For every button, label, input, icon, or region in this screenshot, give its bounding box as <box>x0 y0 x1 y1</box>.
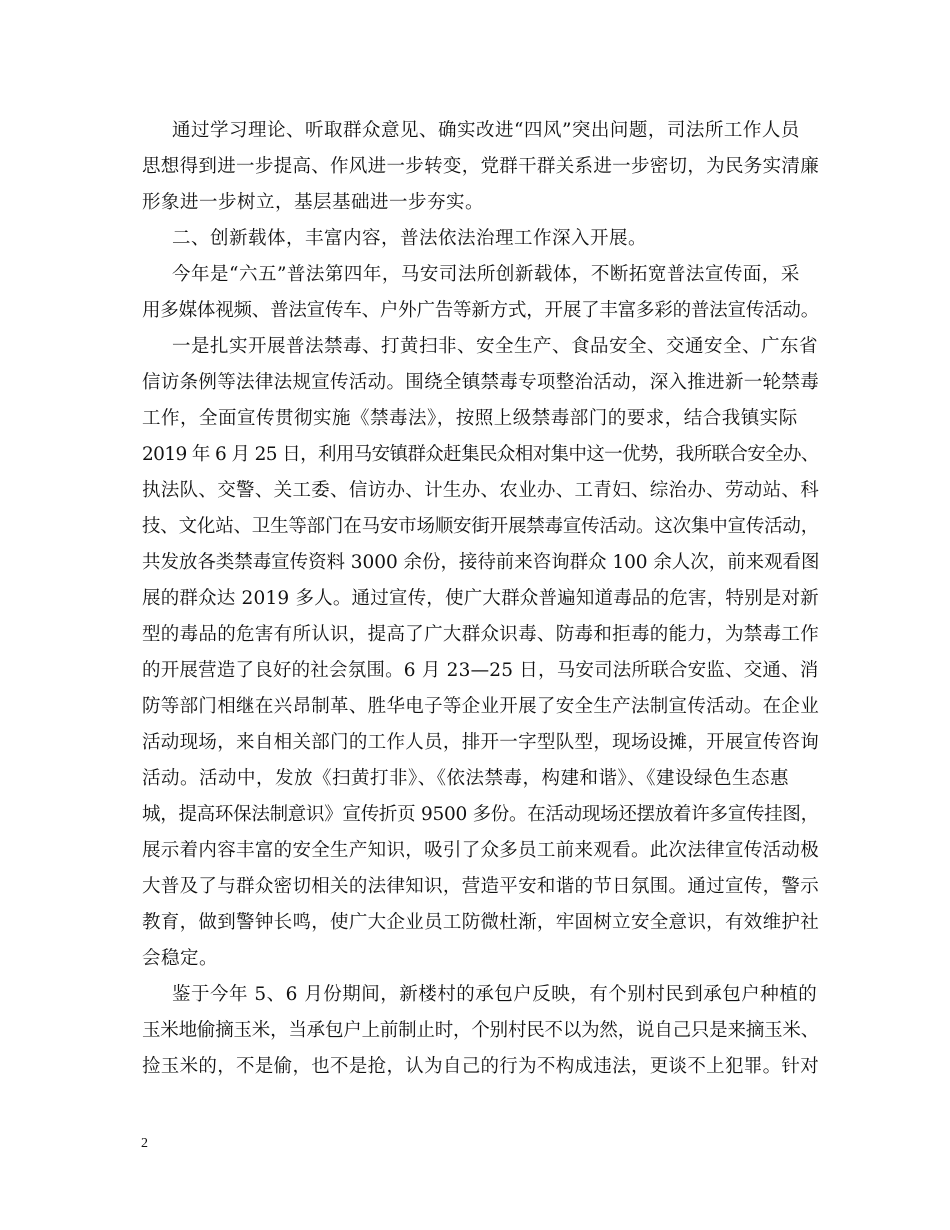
text-line: 信访条例等法律法规宣传活动。围绕全镇禁毒专项整治活动，深入推进新一轮禁毒 <box>142 372 820 393</box>
text-line: 技、文化站、卫生等部门在马安市场顺安街开展禁毒宣传活动。这次集中宣传活动， <box>142 516 820 537</box>
text-line: 城，提高环保法制意识》宣传折页 9500 多份。在活动现场还摆放着许多宣传挂图， <box>142 804 819 825</box>
text-line: 展的群众达 2019 多人。通过宣传，使广大群众普遍知道毒品的危害，特别是对新 <box>142 588 819 609</box>
text-line: 通过学习理论、听取群众意见、确实改进“四风”突出问题，司法所工作人员 <box>172 120 800 141</box>
text-line: 防等部门相继在兴昂制革、胜华电子等企业开展了安全生产法制宣传活动。在企业 <box>142 696 820 717</box>
text-line: 今年是“六五”普法第四年，马安司法所创新载体，不断拓宽普法宣传面，采 <box>172 264 800 285</box>
page-number: 2 <box>141 1136 148 1151</box>
text-line: 一是扎实开展普法禁毒、打黄扫非、安全生产、食品安全、交通安全、广东省 <box>172 336 819 357</box>
text-line: 活动。活动中，发放《扫黄打非》、《依法禁毒，构建和谐》、《建设绿色生态惠 <box>142 768 790 789</box>
text-line: 捡玉米的，不是偷，也不是抢，认为自己的行为不构成违法，更谈不上犯罪。针对 <box>142 1056 820 1077</box>
text-line: 执法队、交警、关工委、信访办、计生办、农业办、工青妇、综治办、劳动站、科 <box>142 480 820 501</box>
text-line: 鉴于今年 5、6 月份期间，新楼村的承包户反映，有个别村民到承包户种植的 <box>172 984 818 1005</box>
text-line: 工作，全面宣传贯彻实施《禁毒法》，按照上级禁毒部门的要求，结合我镇实际 <box>142 408 798 429</box>
document-body <box>142 113 820 1085</box>
text-line: 2019 年 6 月 25 日，利用马安镇群众赶集民众相对集中这一优势，我所联合安全办、 <box>142 444 819 465</box>
text-line: 活动现场，来自相关部门的工作人员，排开一字型队型，现场设摊，开展宣传咨询 <box>142 732 820 753</box>
text-line: 思想得到进一步提高、作风进一步转变，党群干群关系进一步密切，为民务实清廉 <box>142 156 820 177</box>
text-line: 玉米地偷摘玉米，当承包户上前制止时，个别村民不以为然，说自己只是来摘玉米、 <box>142 1020 820 1041</box>
text-line: 会稳定。 <box>142 948 219 969</box>
section-heading: 二、创新载体，丰富内容，普法依法治理工作深入开展。 <box>172 228 648 249</box>
text-line: 教育，做到警钟长鸣，使广大企业员工防微杜渐，牢固树立安全意识，有效维护社 <box>142 912 820 933</box>
text-line: 的开展营造了良好的社会氛围。6 月 23—25 日，马安司法所联合安监、交通、消 <box>142 660 819 681</box>
text-line: 用多媒体视频、普法宣传车、户外广告等新方式，开展了丰富多彩的普法宣传活动。 <box>142 300 820 321</box>
text-line: 形象进一步树立，基层基础进一步夯实。 <box>142 192 485 213</box>
text-line: 展示着内容丰富的安全生产知识，吸引了众多员工前来观看。此次法律宣传活动极 <box>142 840 820 861</box>
text-line: 大普及了与群众密切相关的法律知识，营造平安和谐的节日氛围。通过宣传，警示 <box>142 876 820 897</box>
text-line: 型的毒品的危害有所认识，提高了广大群众识毒、防毒和拒毒的能力，为禁毒工作 <box>142 624 820 645</box>
text-line: 共发放各类禁毒宣传资料 3000 余份，接待前来咨询群众 100 余人次，前来观看图 <box>142 552 820 573</box>
